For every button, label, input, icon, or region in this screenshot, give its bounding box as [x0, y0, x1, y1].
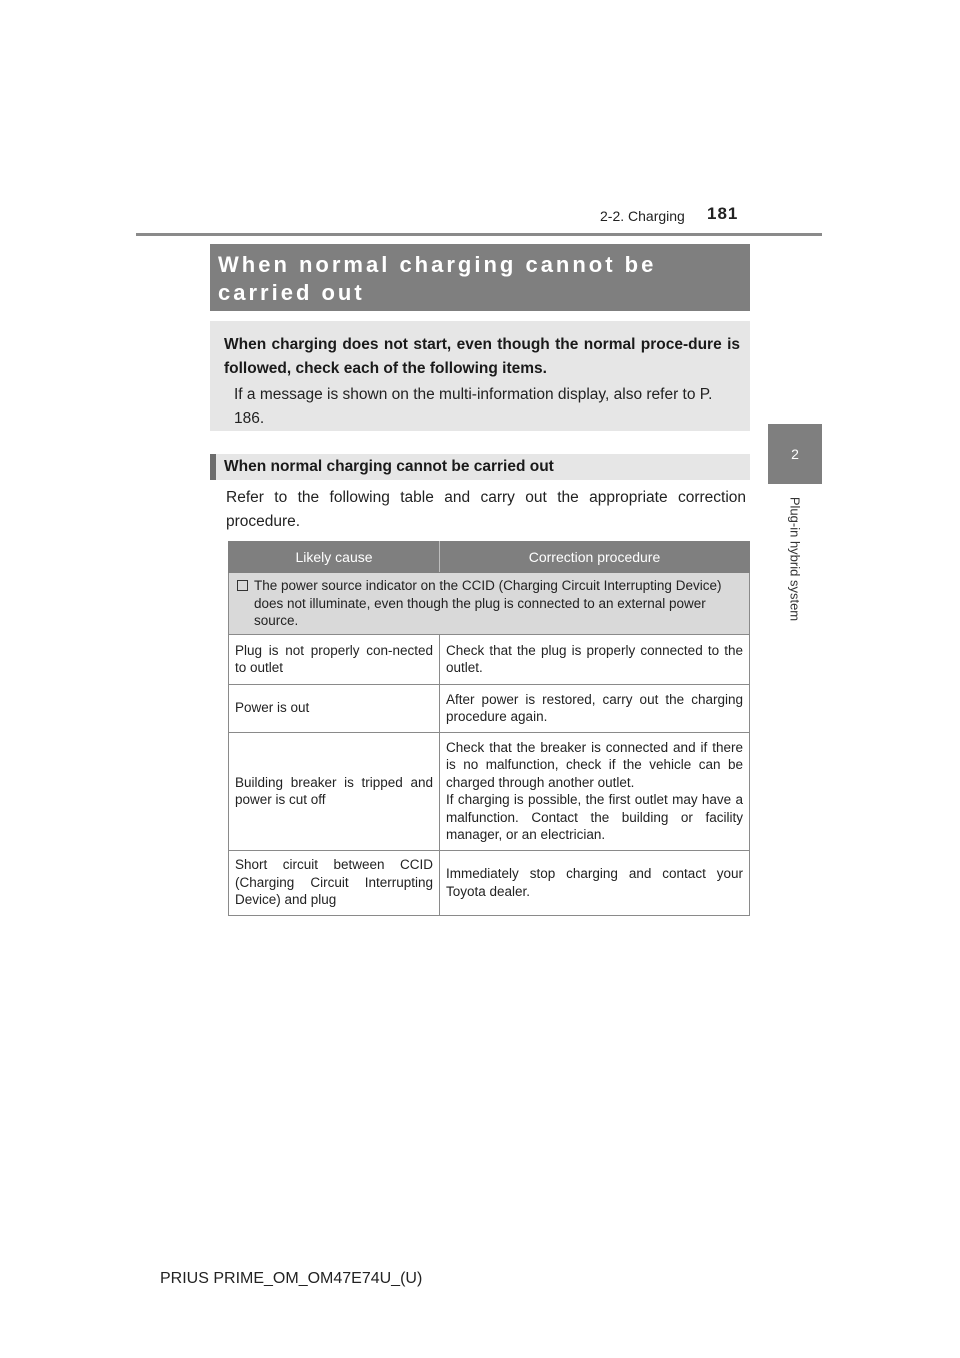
checkbox-bullet-icon [237, 580, 248, 591]
table-row [229, 684, 750, 732]
cause-cell: Short circuit between CCID (Charging Circuit Interrupting Device) and plug [229, 850, 440, 915]
intro-note: If a message is shown on the multi-information display, also refer to P. 186. [234, 386, 713, 427]
correction-text-continued: If charging is possible, the first outlet may have a malfunction. Contact the building or facility manager, or an electrician. [446, 792, 743, 842]
table-row [229, 634, 750, 684]
correction-cell: Immediately stop charging and contact your Toyota dealer. [440, 850, 750, 915]
header-section-label: 2-2. Charging [600, 208, 685, 224]
table-row [229, 850, 750, 915]
chapter-tab [768, 484, 822, 634]
table-row [229, 732, 750, 850]
header-divider [136, 233, 822, 236]
section-title-banner [210, 244, 750, 311]
table-header-row [229, 542, 750, 573]
correction-cell: After power is restored, carry out the charging procedure again. [440, 684, 750, 732]
column-header-cause: Likely cause [229, 542, 440, 573]
chapter-tab-number: 2 [768, 424, 822, 484]
category-text: The power source indicator on the CCID (Charging Circuit Interrupting Device) does not illuminate, even though the plug is connected to an external power source. [254, 578, 722, 628]
column-header-correction: Correction procedure [440, 542, 750, 573]
correction-cell: Check that the plug is properly connected to the outlet. [440, 634, 750, 684]
troubleshooting-table [228, 541, 750, 916]
page-number: 181 [707, 204, 739, 223]
category-cell [229, 573, 750, 635]
subheading-marker [210, 454, 216, 480]
section-title: When normal charging cannot be carried out [218, 252, 657, 305]
refer-paragraph: Refer to the following table and carry out the appropriate correction procedure. [226, 489, 746, 530]
subheading-text: When normal charging cannot be carried out [224, 458, 554, 475]
intro-box [210, 321, 750, 431]
intro-lead: When charging does not start, even though the normal proce-dure is followed, check each of the following items. [224, 336, 740, 377]
cause-cell: Power is out [229, 684, 440, 732]
subheading [210, 454, 750, 480]
correction-cell [440, 732, 750, 850]
correction-text: Check that the breaker is connected and if there is no malfunction, check if the vehicle can be charged through another outlet. [446, 739, 743, 790]
document-footer: PRIUS PRIME_OM_OM47E74U_(U) [160, 1270, 423, 1287]
chapter-tab-label: Plug-in hybrid system [787, 496, 803, 622]
cause-cell: Plug is not properly con-nected to outlet [229, 634, 440, 684]
cause-cell: Building breaker is tripped and power is cut off [229, 732, 440, 850]
table-category-row [229, 573, 750, 635]
